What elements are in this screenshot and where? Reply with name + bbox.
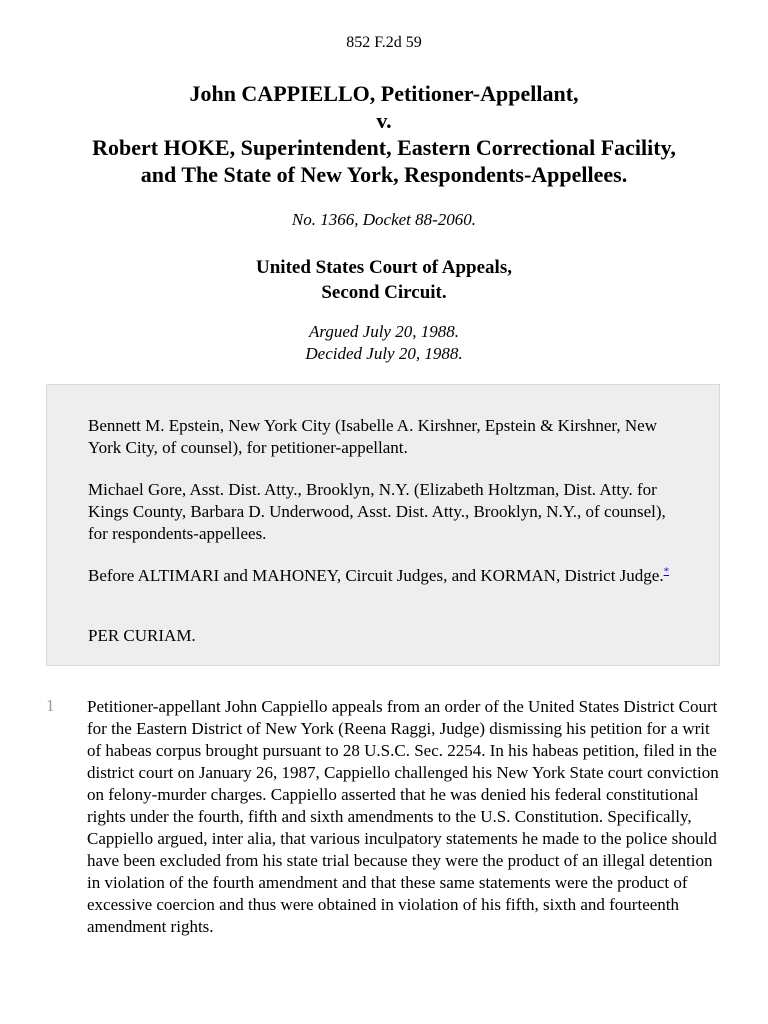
case-caption [0, 80, 768, 188]
petitioner-counsel: Bennett M. Epstein, New York City (Isabelle A. Kirshner, Epstein & Kirshner, New York City, of counsel), for petitioner-appellant. [88, 416, 658, 457]
footnote-link[interactable]: * [663, 565, 670, 578]
judges-panel-text: Before ALTIMARI and MAHONEY, Circuit Judges, and KORMAN, District Judge. [88, 566, 664, 585]
caption-petitioner: John CAPPIELLO, Petitioner-Appellant, [189, 81, 579, 106]
caption-respondent-line-2: and The State of New York, Respondents-Appellees. [140, 162, 628, 187]
court-name-line-1: United States Court of Appeals, [256, 257, 512, 278]
court-name-line-2: Second Circuit. [321, 282, 447, 303]
decided-date: Decided July 20, 1988. [305, 344, 463, 363]
opinion-paragraph: Petitioner-appellant John Cappiello appeals from an order of the United States District Court for the Eastern District of New York (Reena Raggi, Judge) dismissing his petition for a writ of habeas corpus brought pursuant to 28 U.S.C. Sec. 2254. In his habeas petition, filed in the district court on January 26, 1987, Cappiello challenged his New York State court conviction on felony-murder charges. Cappiello asserted that he was denied his federal constitutional rights under the fourth, fifth and sixth amendments to the U.S. Constitution. Specifically, Cappiello argued, inter alia, that various inculpatory statements he made to the police should have been excluded from his state trial because they were the product of an illegal detention in violation of the fourth amendment and that these same statements were the product of excessive coercion and thus were obtained in violation of his fifth, sixth and fourteenth amendment rights. [87, 697, 719, 936]
docket-number: No. 1366, Docket 88-2060. [291, 210, 477, 229]
judges-panel [88, 565, 688, 587]
caption-versus: v. [376, 108, 392, 133]
court-name [0, 255, 768, 305]
respondents-counsel: Michael Gore, Asst. Dist. Atty., Brooklyn, N.Y. (Elizabeth Holtzman, Dist. Atty. for Kings County, Barbara D. Underwood, Asst. Dist. Atty., Brooklyn, N.Y., of counsel), for respondents-appellees. [88, 480, 666, 543]
case-dates [0, 321, 768, 365]
argued-date: Argued July 20, 1988. [309, 322, 459, 341]
caption-respondent-line-1: Robert HOKE, Superintendent, Eastern Correctional Facility, [92, 135, 676, 160]
paragraph-number: 1 [46, 696, 55, 715]
per-curiam: PER CURIAM. [88, 626, 196, 645]
case-citation: 852 F.2d 59 [346, 34, 422, 51]
counsel-panel [46, 384, 720, 666]
